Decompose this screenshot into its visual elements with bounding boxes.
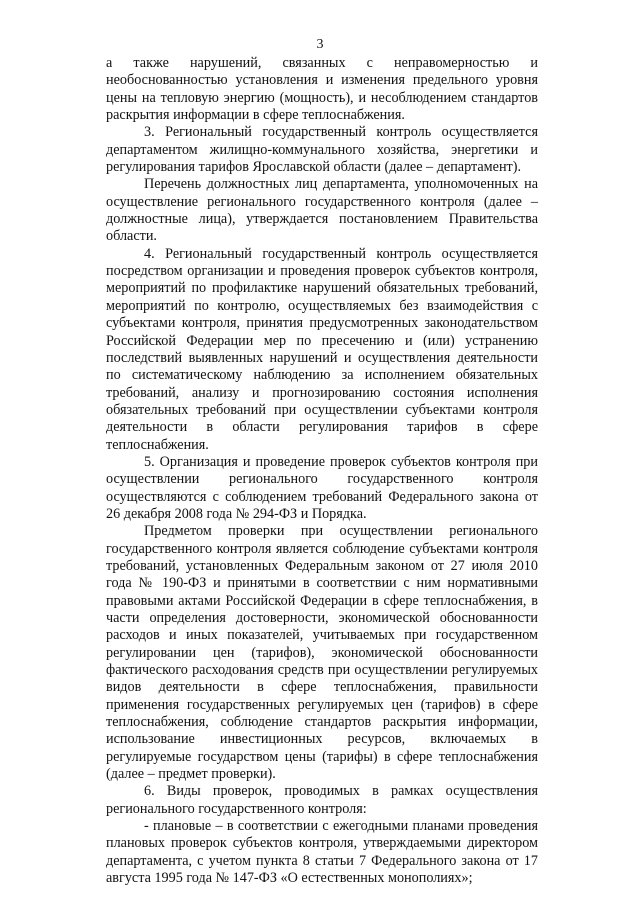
paragraph-6-inspection-types: 6. Виды проверок, проводимых в рамках осуществления регионального государственного контроля: [106, 783, 538, 817]
page-number: 3 [316, 37, 324, 52]
document-body [106, 55, 538, 888]
paragraph-officials-list: Перечень должностных лиц департамента, уполномоченных на осуществление регионального государственного контроля (далее – должностные лица), утверждается постановлением Правительства области. [106, 176, 538, 245]
list-item-planned-inspections: - плановые – в соответствии с ежегодными планами проведения плановых проверок субъектов контроля, утверждаемыми директором департамента, с учетом пункта 8 статьи 7 Федерального закона от 17 августа 1995 года № 147-ФЗ «О естественных монополиях»; [106, 818, 538, 887]
paragraph-inspection-subject: Предметом проверки при осуществлении регионального государственного контроля является соблюдение субъектами контроля требований, установленных Федеральным законом от 27 июля 2010 года № 190-ФЗ и принятыми в соответствии с ним нормативными правовыми актами Российской Федерации в сфере теплоснабжения, в части определения достоверности, экономической обоснованности расходов и иных показателей, учитываемых при государственном регулировании цен (тарифов), экономической обоснованности фактического расходования средств при осуществлении регулируемых видов деятельности в сфере теплоснабжения, правильности применения государственных регулируемых цен (тарифов) в сфере теплоснабжения, соблюдение стандартов раскрытия информации, использование инвестиционных ресурсов, включаемых в регулируемые государством цены (тарифы) в сфере теплоснабжения (далее – предмет проверки). [106, 523, 538, 783]
paragraph-5-inspections: 5. Организация и проведение проверок субъектов контроля при осуществлении регионального государственного контроля осуществляются с соблюдением требований Федерального закона от 26 декабря 2008 года № 294-ФЗ и Порядка. [106, 453, 538, 522]
paragraph-continuation: а также нарушений, связанных с неправомерностью и необоснованностью установления и изменения предельного уровня цены на тепловую энергию (мощность), и несоблюдением стандартов раскрытия информации в сфере теплоснабжения. [106, 55, 538, 124]
paragraph-4-control-methods: 4. Региональный государственный контроль осуществляется посредством организации и проведения проверок субъектов контроля, мероприятий по профилактике нарушений обязательных требований, мероприятий по контролю, осуществляемых без взаимодействия с субъектами контроля, принятия предусмотренных законодательством Российской Федерации мер по пресечению и (или) устранению последствий выявленных нарушений и осуществления деятельности по систематическому наблюдению за исполнением обязательных требований, анализу и прогнозированию состояния исполнения обязательных требований при осуществлении субъектами контроля деятельности в области регулирования тарифов в сфере теплоснабжения. [106, 245, 538, 453]
paragraph-3-controlling-body: 3. Региональный государственный контроль осуществляется департаментом жилищно-коммунального хозяйства, энергетики и регулирования тарифов Ярославской области (далее – департамент). [106, 124, 538, 176]
